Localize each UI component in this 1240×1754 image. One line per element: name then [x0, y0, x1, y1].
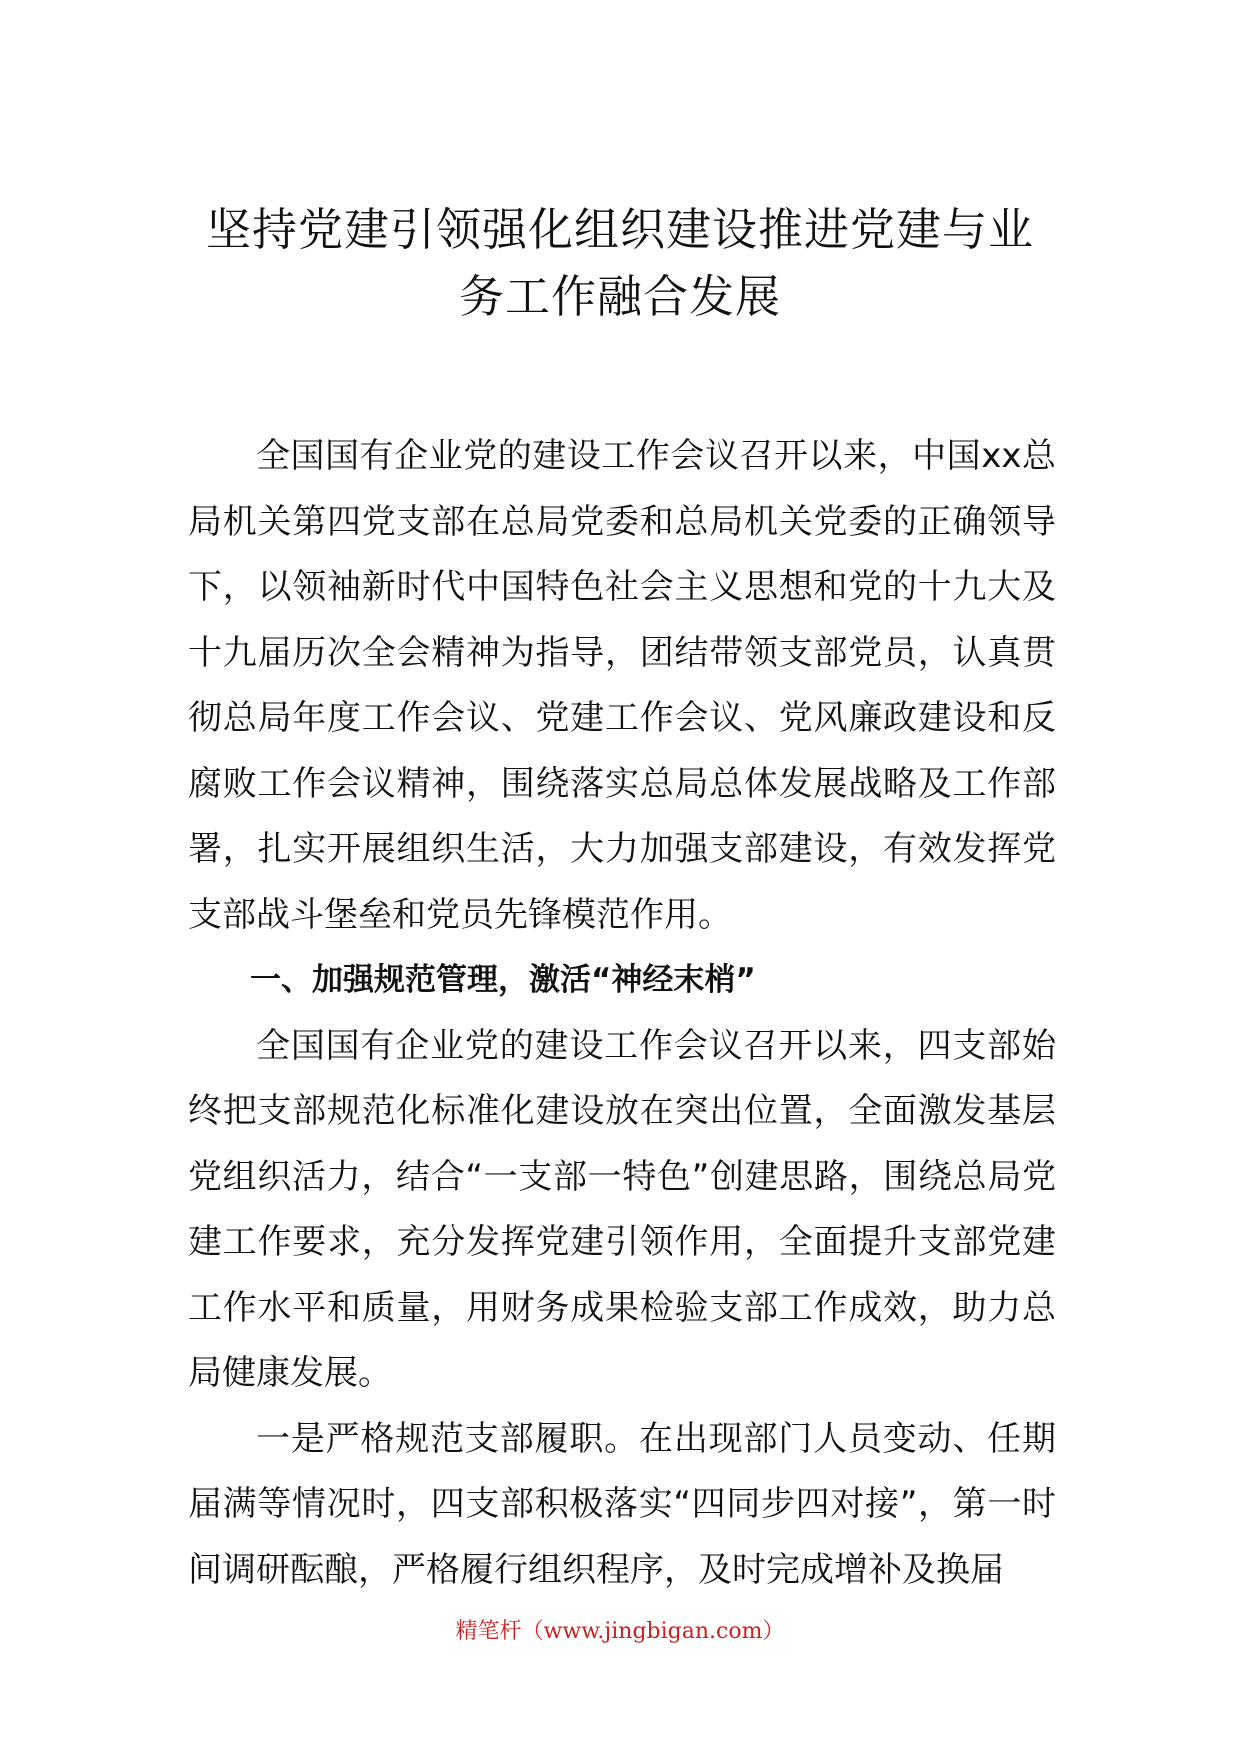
paragraph-section-1: 全国国有企业党的建设工作会议召开以来，四支部始终把支部规范化标准化建设放在突出位置，全面激发基层党组织活力，结合“一支部一特色”创建思路，围绕总局党建工作要求，充分发挥党建引领作用，全面提升支部党建工作水平和质量，用财务成果检验支部工作成效，助力总局健康发展。	[188, 1025, 1056, 1393]
document-body	[188, 424, 1056, 1603]
paragraph-item-1: 一是严格规范支部履职。在出现部门人员变动、任期届满等情况时，四支部积极落实“四同步四对接”，第一时间调研酝酿，严格履行组织程序，及时完成增补及换届	[188, 1418, 1056, 1590]
paragraph-intro: 全国国有企业党的建设工作会议召开以来，中国xx总局机关第四党支部在总局党委和总局机关党委的正确领导下，以领袖新时代中国特色社会主义思想和党的十九大及十九届历次全会精神为指导，团结带领支部党员，认真贯彻总局年度工作会议、党建工作会议、党风廉政建设和反腐败工作会议精神，围绕落实总局总体发展战略及工作部署，扎实开展组织生活，大力加强支部建设，有效发挥党支部战斗堡垒和党员先锋模范作用。	[188, 436, 1056, 935]
document-title: 坚持党建引领强化组织建设推进党建与业务工作融合发展	[205, 203, 1034, 323]
section-heading-1: 一、加强规范管理，激活“神经末梢”	[250, 962, 756, 998]
footer-watermark: 精笔杆（www.jingbigan.com）	[455, 1619, 785, 1644]
